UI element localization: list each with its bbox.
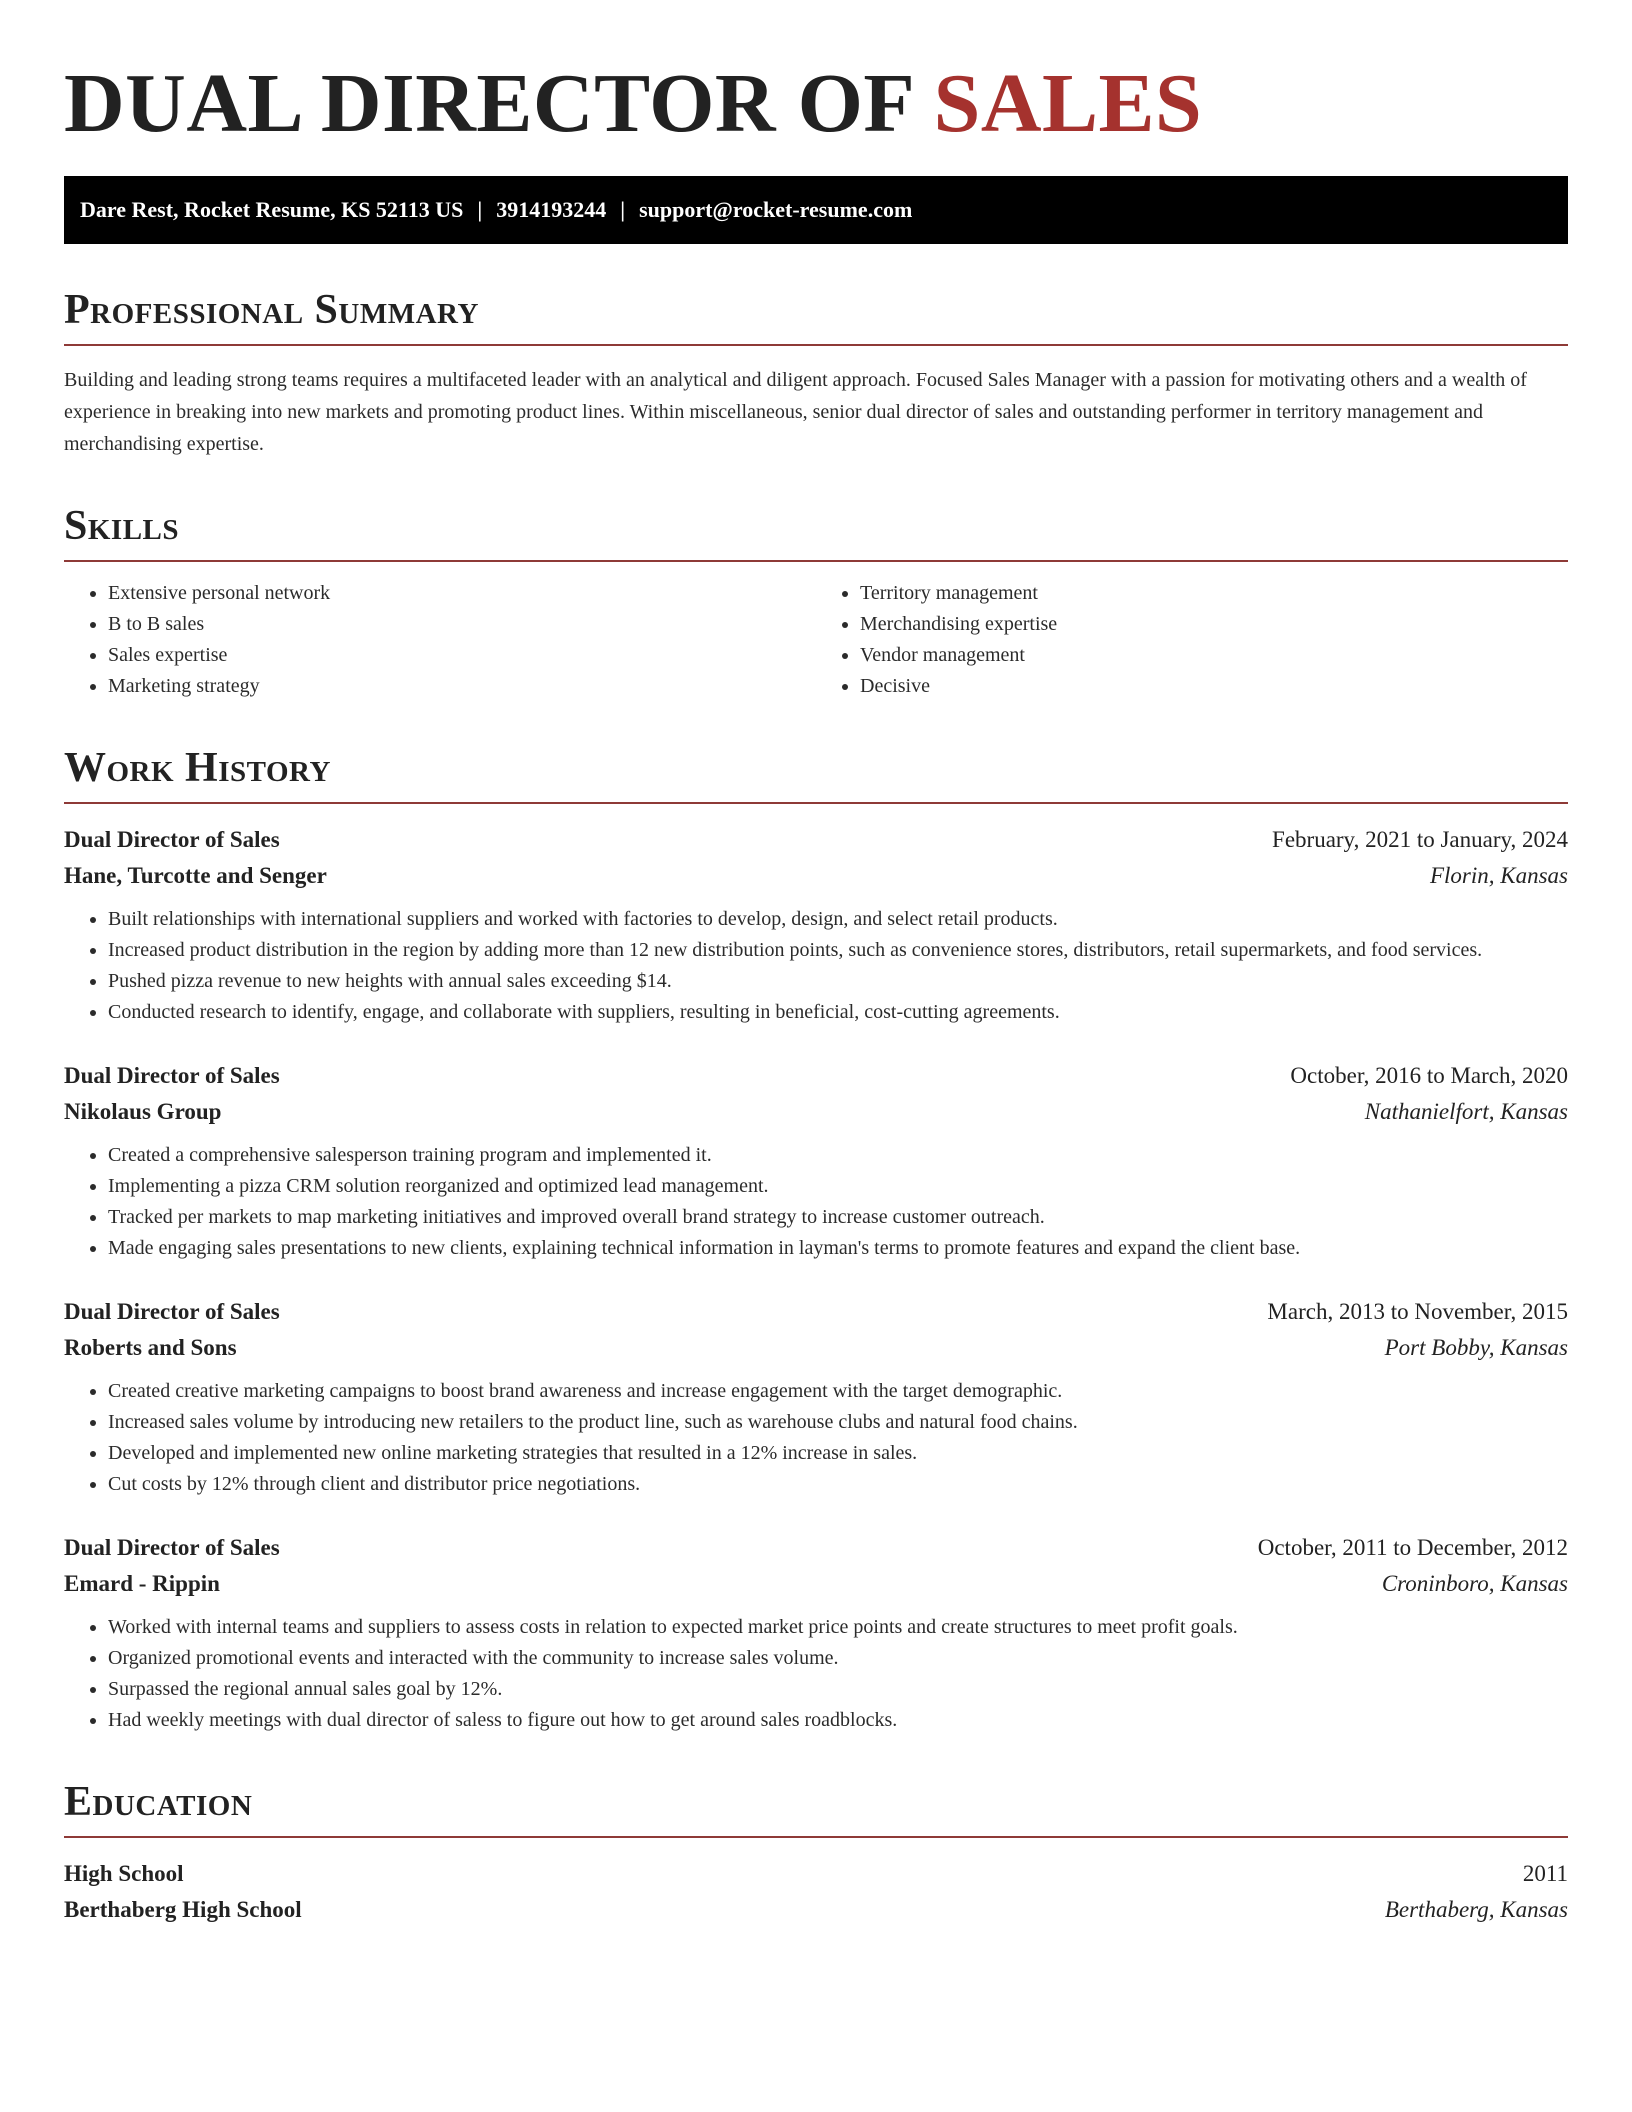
skill-item: • Vendor management — [860, 640, 1568, 671]
job-entry — [64, 1294, 1568, 1500]
education-entry — [64, 1856, 1568, 1928]
contact-separator: | — [477, 197, 483, 222]
job-title-row — [64, 1530, 1568, 1566]
skills-list-left — [64, 578, 816, 702]
job-location: Nathanielfort, Kansas — [1364, 1099, 1568, 1124]
job-location: Florin, Kansas — [1429, 863, 1568, 888]
skill-item: • Extensive personal network — [108, 578, 816, 609]
job-company: Nikolaus Group — [64, 1099, 222, 1124]
job-entry — [64, 1058, 1568, 1264]
education-school-row — [64, 1892, 1568, 1928]
title-main: DUAL DIRECTOR OF — [64, 57, 913, 150]
skill-item: • Merchandising expertise — [860, 609, 1568, 640]
section-divider — [64, 344, 1568, 346]
job-bullet: • Conducted research to identify, engage, and collaborate with suppliers, resulting in beneficial, cost-cutting agreements. — [108, 997, 1568, 1028]
job-bullet: • Organized promotional events and interacted with the community to increase sales volume. — [108, 1643, 1568, 1674]
education-location: Berthaberg, Kansas — [1384, 1897, 1568, 1922]
job-location: Croninboro, Kansas — [1381, 1571, 1568, 1596]
contact-separator: | — [620, 197, 626, 222]
skill-item: • Sales expertise — [108, 640, 816, 671]
job-bullet: • Had weekly meetings with dual director of saless to figure out how to get around sales roadblocks. — [108, 1705, 1568, 1736]
title-accent: SALES — [933, 57, 1203, 150]
job-entry — [64, 1530, 1568, 1736]
contact-phone: 3914193244 — [496, 197, 607, 222]
job-company: Emard - Rippin — [64, 1571, 220, 1596]
job-company: Roberts and Sons — [64, 1335, 237, 1360]
section-divider — [64, 802, 1568, 804]
job-bullet: • Implementing a pizza CRM solution reorganized and optimized lead management. — [108, 1171, 1568, 1202]
job-bullets — [64, 1140, 1568, 1264]
summary-section — [64, 284, 1568, 460]
education-school: Berthaberg High School — [64, 1897, 302, 1922]
job-title: Dual Director of Sales — [64, 827, 280, 852]
job-dates: February, 2021 to January, 2024 — [1272, 827, 1568, 852]
job-title: Dual Director of Sales — [64, 1299, 280, 1324]
job-dates: March, 2013 to November, 2015 — [1267, 1299, 1568, 1324]
skills-section — [64, 500, 1568, 702]
job-company-row — [64, 858, 1568, 894]
job-bullet: • Tracked per markets to map marketing initiatives and improved overall brand strategy to increase customer outreach. — [108, 1202, 1568, 1233]
job-company-row — [64, 1094, 1568, 1130]
job-bullet: • Pushed pizza revenue to new heights with annual sales exceeding $14. — [108, 966, 1568, 997]
job-bullet: • Increased sales volume by introducing new retailers to the product line, such as warehouse clubs and natural food chains. — [108, 1407, 1568, 1438]
job-company: Hane, Turcotte and Senger — [64, 863, 327, 888]
skill-item: • Territory management — [860, 578, 1568, 609]
contact-address: Dare Rest, Rocket Resume, KS 52113 US — [80, 197, 464, 222]
education-degree: High School — [64, 1861, 184, 1886]
work-history-section — [64, 742, 1568, 1736]
skill-item: • Decisive — [860, 671, 1568, 702]
job-bullets — [64, 904, 1568, 1028]
job-dates: October, 2011 to December, 2012 — [1257, 1535, 1568, 1560]
job-bullet: • Worked with internal teams and suppliers to assess costs in relation to expected market price points and create structures to meet profit goals. — [108, 1612, 1568, 1643]
job-bullet: • Created creative marketing campaigns to boost brand awareness and increase engagement with the target demographic. — [108, 1376, 1568, 1407]
job-bullets — [64, 1612, 1568, 1736]
job-bullet: • Surpassed the regional annual sales goal by 12%. — [108, 1674, 1568, 1705]
job-bullet: • Increased product distribution in the region by adding more than 12 new distribution points, such as convenience stores, distributors, retail supermarkets, and food services. — [108, 935, 1568, 966]
education-section — [64, 1776, 1568, 1928]
job-bullets — [64, 1376, 1568, 1500]
job-bullet: • Developed and implemented new online marketing strategies that resulted in a 12% increase in sales. — [108, 1438, 1568, 1469]
section-divider — [64, 1836, 1568, 1838]
skill-item: • Marketing strategy — [108, 671, 816, 702]
contact-bar — [64, 176, 1568, 244]
job-bullet: • Made engaging sales presentations to new clients, explaining technical information in layman's terms to promote features and expand the client base. — [108, 1233, 1568, 1264]
skills-columns — [64, 578, 1568, 702]
section-heading: Skills — [64, 503, 180, 549]
job-bullet: • Created a comprehensive salesperson training program and implemented it. — [108, 1140, 1568, 1171]
job-title-row — [64, 1294, 1568, 1330]
section-heading: Work History — [64, 745, 331, 791]
resume-title — [64, 56, 1568, 152]
education-degree-row — [64, 1856, 1568, 1892]
section-heading: Education — [64, 1779, 253, 1825]
job-title-row — [64, 1058, 1568, 1094]
job-bullet: • Cut costs by 12% through client and distributor price negotiations. — [108, 1469, 1568, 1500]
section-heading: Professional Summary — [64, 287, 479, 333]
job-dates: October, 2016 to March, 2020 — [1290, 1063, 1568, 1088]
summary-text: Building and leading strong teams requires a multifaceted leader with an analytical and diligent approach. Focused Sales Manager with a passion for motivating others and a wealth of experience in breaking into new markets and promoting product lines. Within miscellaneous, senior dual director of sales and outstanding performer in territory management and merchandising expertise. — [64, 369, 1527, 455]
job-entry — [64, 822, 1568, 1028]
skills-list-right — [816, 578, 1568, 702]
section-divider — [64, 560, 1568, 562]
job-title: Dual Director of Sales — [64, 1535, 280, 1560]
job-company-row — [64, 1330, 1568, 1366]
contact-email: support@rocket-resume.com — [639, 197, 913, 222]
education-year: 2011 — [1522, 1861, 1568, 1886]
skill-item: • B to B sales — [108, 609, 816, 640]
job-bullet: • Built relationships with international suppliers and worked with factories to develop, design, and select retail products. — [108, 904, 1568, 935]
job-location: Port Bobby, Kansas — [1384, 1335, 1568, 1360]
job-title-row — [64, 822, 1568, 858]
job-title: Dual Director of Sales — [64, 1063, 280, 1088]
job-company-row — [64, 1566, 1568, 1602]
